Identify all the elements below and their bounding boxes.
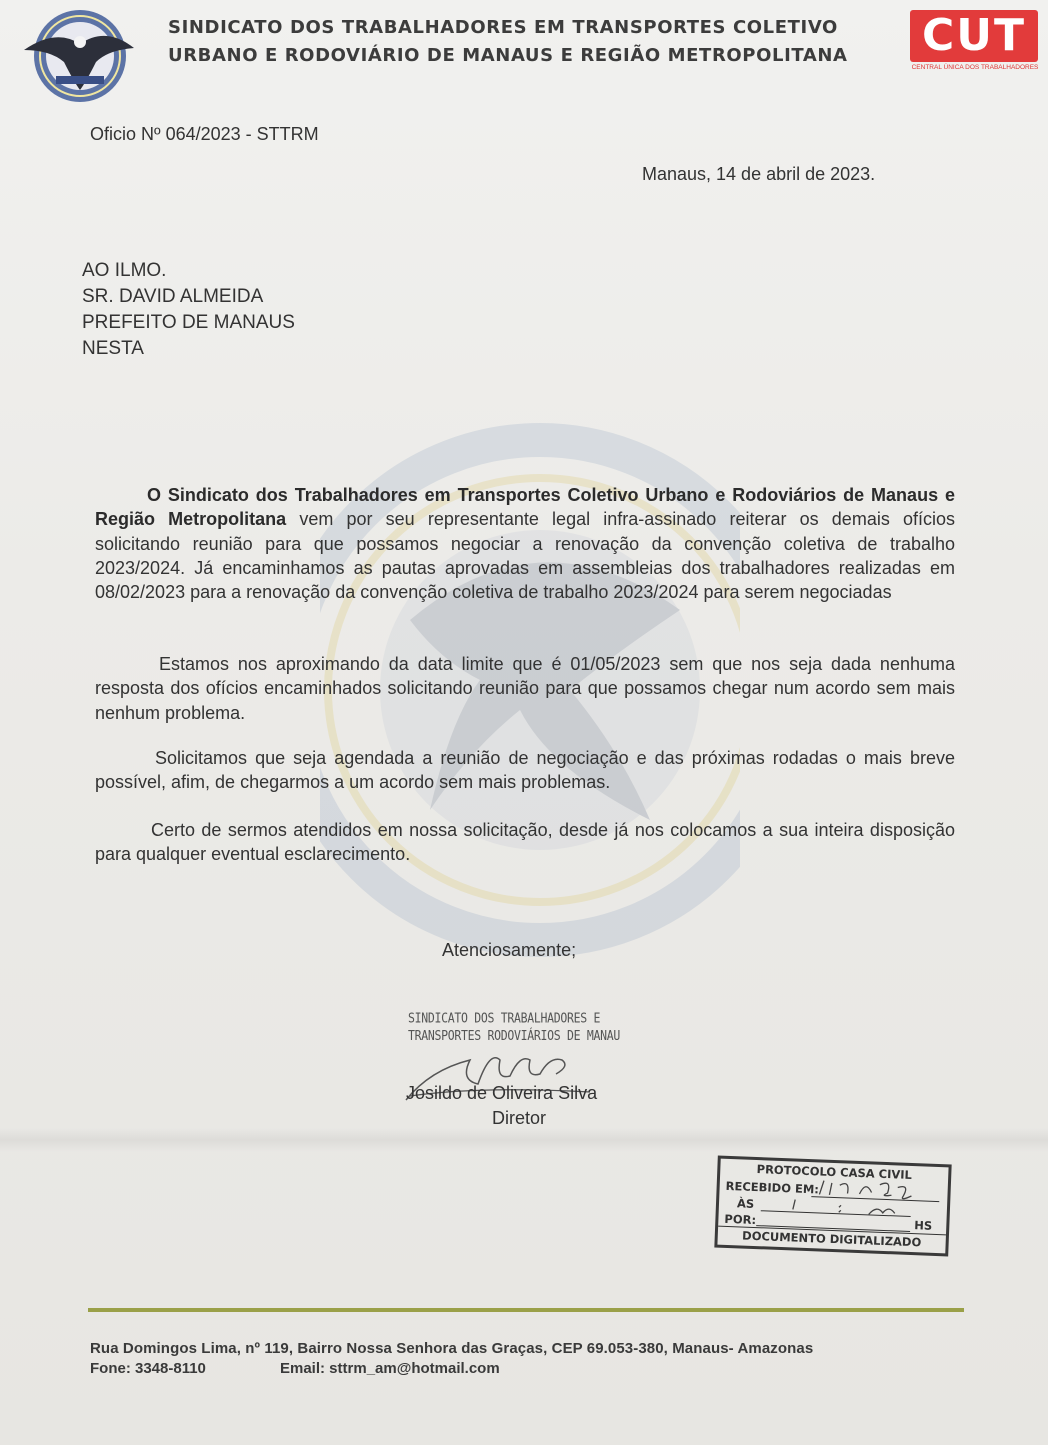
- signer-role: Diretor: [492, 1108, 547, 1128]
- received-label: RECEBIDO EM:: [725, 1178, 820, 1197]
- cut-logo: [910, 10, 1040, 76]
- protocol-title: PROTOCOLO CASA CIVIL: [756, 1162, 913, 1183]
- footer-contact: [90, 1360, 500, 1377]
- signer-name: Josildo de Oliveira Silva: [406, 1083, 598, 1103]
- footer-phone: Fone: 3348-8110: [90, 1360, 206, 1377]
- union-name-bold: O Sindicato dos Trabalhadores em Transportes Coletivo Urbano e Rodoviários de Manaus e Região Metropolitana: [95, 485, 955, 530]
- body-paragraph-4: [95, 818, 955, 867]
- protocol-stamp: [714, 1156, 951, 1257]
- header-line-2: URBANO E RODOVIÁRIO DE MANAUS E REGIÃO METROPOLITANA: [168, 45, 848, 66]
- footer-email: Email: sttrm_am@hotmail.com: [280, 1360, 500, 1377]
- hours-label: HS: [914, 1218, 933, 1233]
- cut-logo-text: CUT: [910, 10, 1038, 62]
- paragraph-1-text: vem por seu representante legal infra-assinado reiterar os demais ofícios solicitando reunião para que possamos negociar a renovação da convenção coletiva de trabalho 2023/2024. Já encaminhamos as pautas aprovadas em assembleias dos trabalhadores realizadas em 08/02/2023 para a renovação da convenção coletiva de trabalho 2023/2024 para serem negociadas: [95, 509, 955, 603]
- addressee-line: SR. DAVID ALMEIDA: [82, 286, 264, 307]
- eagle-emblem-icon: [16, 6, 136, 106]
- paper-fold: [0, 1128, 1048, 1152]
- closing-salutation: Atenciosamente;: [442, 940, 577, 960]
- handwritten-date-icon: [717, 1159, 948, 1254]
- addressee-line: NESTA: [82, 338, 144, 359]
- body-paragraph-2: [95, 652, 955, 725]
- footer-address: Rua Domingos Lima, nº 119, Bairro Nossa Senhora das Graças, CEP 69.053-380, Manaus- Amazonas: [90, 1340, 814, 1357]
- addressee-line: AO ILMO.: [82, 260, 167, 281]
- time-label: ÀS: [736, 1196, 755, 1211]
- addressee-block: [82, 258, 295, 362]
- stamp-line-1: SINDICATO DOS TRABALHADORES E: [408, 1010, 601, 1027]
- header-line-1: SINDICATO DOS TRABALHADORES EM TRANSPORTES COLETIVO: [168, 17, 838, 38]
- body-paragraph-3: [95, 746, 955, 795]
- by-label: POR:: [724, 1211, 757, 1228]
- paragraph-2-text: Estamos nos aproximando da data limite que é 01/05/2023 sem que nos seja dada nenhuma resposta dos ofícios encaminhados solicitando reunião para que possamos chegar num acordo sem mais nenhum problema.: [95, 654, 955, 723]
- footer-divider: [88, 1308, 964, 1312]
- document-reference: Oficio Nº 064/2023 - STTRM: [90, 124, 319, 144]
- cut-logo-subtitle: CENTRAL ÚNICA DOS TRABALHADORES: [911, 64, 1039, 71]
- protocol-footer: DOCUMENTO DIGITALIZADO: [718, 1226, 946, 1251]
- paragraph-4-text: Certo de sermos atendidos em nossa solicitação, desde já nos colocamos a sua inteira disposição para qualquer eventual esclarecimento.: [95, 820, 955, 865]
- paragraph-3-text: Solicitamos que seja agendada a reunião de negociação e das próximas rodadas o mais breve possível, afim, de chegarmos a um acordo sem mais problemas.: [95, 748, 955, 793]
- date-line: Manaus, 14 de abril de 2023.: [642, 164, 876, 184]
- addressee-line: PREFEITO DE MANAUS: [82, 312, 295, 333]
- stamp-line-2: TRANSPORTES RODOVIÁRIOS DE MANAU: [408, 1027, 620, 1044]
- union-name-header: [168, 14, 898, 70]
- body-paragraph-1: [95, 483, 955, 604]
